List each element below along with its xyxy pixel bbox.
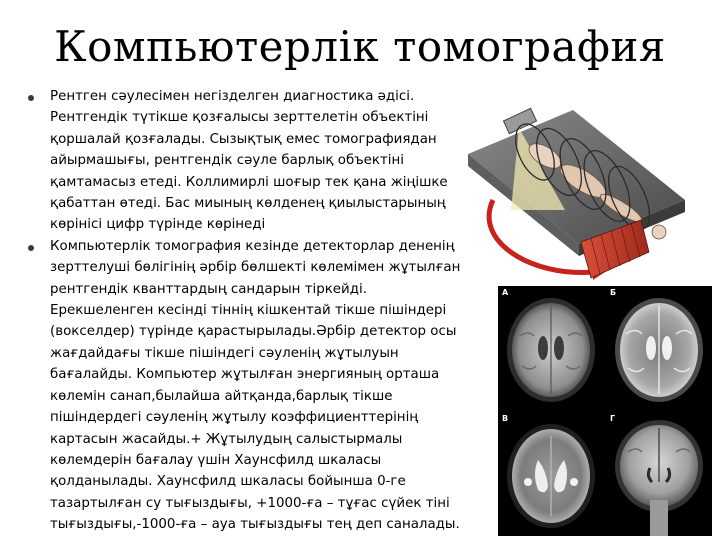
ct-scanner-svg <box>453 92 688 282</box>
bullet-list <box>26 86 461 536</box>
bullet-dot <box>28 95 34 101</box>
slide-title: Компьютерлік томография <box>54 22 666 71</box>
bullet-2-line-4: Ерекшеленген кесінді тіннің кішкентай тікше пішіндері <box>50 303 447 319</box>
bullet-2-line-9: пішіндердегі сәуленің жұтылу коэффициенттерінің <box>50 410 419 426</box>
bullet-1-line-7: көрінісі цифр түрінде көрінеді <box>50 217 266 233</box>
brain-axial-scan-a-image <box>498 286 604 410</box>
brain-axial-scan-c-image <box>498 412 604 536</box>
bullet-2-line-6: жағдайдағы тікше пішіндегі сәуленің жұтылуын <box>50 345 399 361</box>
bullet-1-line-1: Рентген сәулесімен негізделген диагностика әдісі. <box>50 89 415 104</box>
bullet-2-line-8: көлемін санап,былайша айтқанда,барлық тікше <box>50 388 393 404</box>
bullet-item-2 <box>26 236 461 536</box>
scan-label-b: Б <box>610 288 617 297</box>
bullet-2-line-14: тығыздығы,-1000-ға – ауа тығыздығы тең деп саналады. <box>50 517 460 533</box>
brain-scan-c <box>498 412 604 536</box>
bullet-2-line-5: (вокселдер) түрінде қарастырылады.Әрбір детектор осы <box>50 324 457 340</box>
bullet-2-line-7: бағалайды. Компьютер жұтылған энергияның орташа <box>50 367 440 383</box>
bullet-2-line-2: зерттелуші бөлігінің әрбір бөлшекті көлемімен жұтылған <box>50 260 461 276</box>
bullet-2-line-1: Компьютерлік томография кезінде детекторлар дененің <box>50 238 455 254</box>
brain-scan-a <box>498 286 604 410</box>
ct-scanner-illustration <box>453 92 688 282</box>
bullet-1-line-3: қоршалай қозғалады. Сызықтық емес томографиядан <box>50 131 437 147</box>
bullet-2-line-13: тазартылған су тығыздығы, +1000-ға – тұғас сүйек тіні <box>50 495 450 511</box>
bullet-2-line-11: көлемдерін бағалау үшін Хаунсфилд шкаласы <box>50 452 382 468</box>
scan-label-d: Г <box>610 414 616 423</box>
bullet-dot <box>28 245 34 251</box>
bullet-2-line-12: қолданылады. Хаунсфилд шкаласы бойынша 0-ге <box>50 474 406 490</box>
brain-scan-panel <box>498 286 712 536</box>
brain-axial-scan-b-image <box>606 286 712 410</box>
brain-coronal-scan-d-image <box>606 412 712 536</box>
scan-label-c: В <box>502 414 509 423</box>
bullet-1-line-2: Рентгендік түтікше қозғалысы зерттелетін объектіні <box>50 110 429 126</box>
bullet-1-line-4: айырмашығы, рентгендік сәуле барлық объектіні <box>50 153 405 169</box>
brain-scan-d <box>606 412 712 536</box>
bullet-1-line-6: қабаттан өтеді. Бас миының көлденең қиылыстарының <box>50 196 446 212</box>
brain-scan-b <box>606 286 712 410</box>
bullet-item-1 <box>26 86 456 236</box>
scan-label-a: А <box>502 288 509 297</box>
bullet-2-line-3: рентгендік кванттардың сандарын тіркейді. <box>50 281 367 297</box>
bullet-1-line-5: қамтамасыз етеді. Коллимирлі шоғыр тек қана жіңішке <box>50 174 448 190</box>
bullet-2-line-10: картасын жасайды.+ Жұтылудың салыстырмалы <box>50 431 403 447</box>
